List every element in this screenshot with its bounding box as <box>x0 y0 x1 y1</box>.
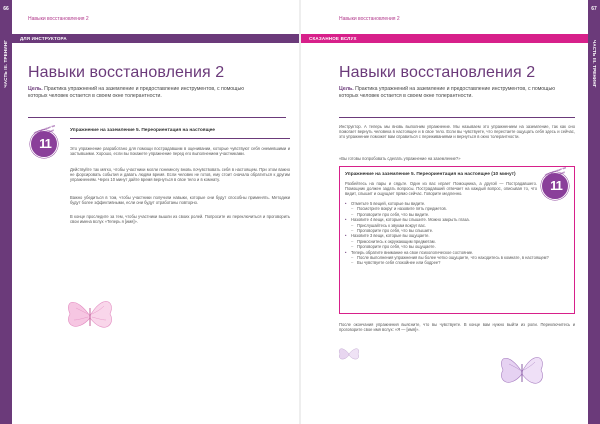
left-page-number: 66 <box>3 6 9 12</box>
purple-butterfly-icon <box>497 348 547 396</box>
step-sub-item: – Проговорите про себя, что вы ощущаете. <box>345 244 567 249</box>
left-goal-text: Практика упражнений на заземление и предоставление инструментов, с помощью которых человек остается в своем окне толерантности. <box>28 86 245 99</box>
left-side-strip <box>0 0 12 424</box>
right-page-title: Навыки восстановления 2 <box>339 64 536 81</box>
left-exercise-rule <box>70 138 290 139</box>
left-badge-label: упражнение на заземление <box>33 123 56 138</box>
step-sub-item: – Посмотрите вокруг и назовите пять предметов. <box>345 206 567 211</box>
left-exercise-badge-icon <box>30 123 58 158</box>
left-side-label: ЧАСТЬ III. ТРЕНИНГ <box>3 40 8 88</box>
right-page <box>301 0 588 424</box>
right-side-strip <box>588 0 600 424</box>
left-goal <box>28 86 258 100</box>
right-exercise-badge-icon <box>541 165 569 200</box>
right-goal-label: Цель. <box>339 86 354 92</box>
left-badge-number: 11 <box>39 136 51 151</box>
right-intro: Инструктор. А теперь мы вновь выполним упражнение. Мы называем это упражнением на заземление, так как оно помогает вернуть человека в настоящее и в свое тело. Если вы чувствуете, что перестаете ощущать себя здесь и сейчас, это упражнение поможет вам справиться с переживаниями и вернуться в окно толерантности. <box>339 124 575 140</box>
step-item: • Отметьте 5 вещей, которые вы видите. <box>345 201 567 206</box>
right-closing: После окончания упражнения выясните, что вы чувствуете. В конце вам нужно выйти из роли. Переключитесь и проговорите свое имя вслух: «Я — [имя]». <box>339 322 575 333</box>
right-divider <box>339 117 575 118</box>
step-sub-item: – Проговорите про себя, что вы слышите. <box>345 228 567 233</box>
right-goal <box>339 86 569 100</box>
right-badge-label: упражнение на заземление <box>544 165 567 180</box>
right-steps-list <box>345 201 567 266</box>
left-exercise-title: Упражнение на заземление 5. Переориентация на настоящее <box>70 128 215 133</box>
right-page-number: 67 <box>591 6 597 12</box>
left-paragraph-4: В конце проследите за тем, чтобы участники вышли из своих ролей. Попросите их переключиться и проговорить свои имена вслух «Теперь я [имя]». <box>70 214 290 225</box>
small-butterfly-icon <box>337 345 361 363</box>
step-item: • Назовите 3 вещи, которые вы ощущаете. <box>345 233 567 238</box>
pink-butterfly-icon <box>62 290 118 342</box>
step-sub-item: – Прислушайтесь к звукам вокруг вас. <box>345 223 567 228</box>
left-paragraph-1: Это упражнение разработано для помощи пострадавшим в оценивании, которые чувствуют себя онемевшими и застывшими. Хорошо, если вы покажете упражнение перед его выполнением участниками. <box>70 146 290 157</box>
step-sub-item: – Прикоснитесь к окружающим предметам. <box>345 239 567 244</box>
right-running-head: Навыки восстановления 2 <box>339 16 400 22</box>
right-badge-number: 11 <box>550 178 562 193</box>
right-goal-text: Практика упражнений на заземление и предоставление инструментов, с помощью которых человек остается в своем окне толерантности. <box>339 86 556 99</box>
step-sub-item: – После выполнения упражнения вы более четко ощущаете, что находитесь в комнате, в настоящем? <box>345 255 567 260</box>
left-page-title: Навыки восстановления 2 <box>28 64 225 81</box>
right-exercise-title: Упражнение на заземление 5. Переориентация на настоящее (10 минут) <box>345 172 516 177</box>
right-exercise-intro: Разбейтесь на пары и сядьте. Один из вас играет Помощника, а другой — Пострадавшего. Помощник должен задать вопросы. Пострадавший отвечает на каждый вопрос, описывая то, что видит, слышит и ощущает прямо сейчас. Говорите медленно. <box>345 181 537 197</box>
left-paragraph-2: Действуйте так мягко, чтобы участники могли понемногу вновь почувствовать себя в настоящем. При этом важно не форсировать события и давать людям время. Если человек не готов, ему стоит сначала обратиться к другим упражнениям. Через 10 минут дайте время вернуться в свое тело и в комнату. <box>70 167 290 183</box>
left-section-bar: ДЛЯ ИНСТРУКТОРА <box>12 34 300 43</box>
left-paragraph-3: Важно убедиться в том, чтобы участники получили навыки, которые они будут способны применять. Методики будут более эффективными, если они будут отработаны повторно. <box>70 195 290 206</box>
left-page <box>12 0 300 424</box>
left-divider <box>28 117 286 118</box>
step-item: • Теперь обратите внимание на свое психологическое состояние. <box>345 250 567 255</box>
step-sub-item: – Проговорите про себя, что вы видите. <box>345 212 567 217</box>
right-side-label: ЧАСТЬ III. ТРЕНИНГ <box>592 40 597 88</box>
step-sub-item: – Вы чувствуете себя спокойнее или бодрее? <box>345 260 567 265</box>
left-goal-label: Цель. <box>28 86 43 92</box>
right-section-bar: СКАЗАННОЕ ВСЛУХ <box>301 34 588 43</box>
right-intro-2: «Вы готовы попробовать сделать упражнение на заземление?» <box>339 156 461 161</box>
step-item: • Назовите 4 вещи, которые вы слышите. Можно закрыть глаза. <box>345 217 567 222</box>
left-running-head: Навыки восстановления 2 <box>28 16 89 22</box>
